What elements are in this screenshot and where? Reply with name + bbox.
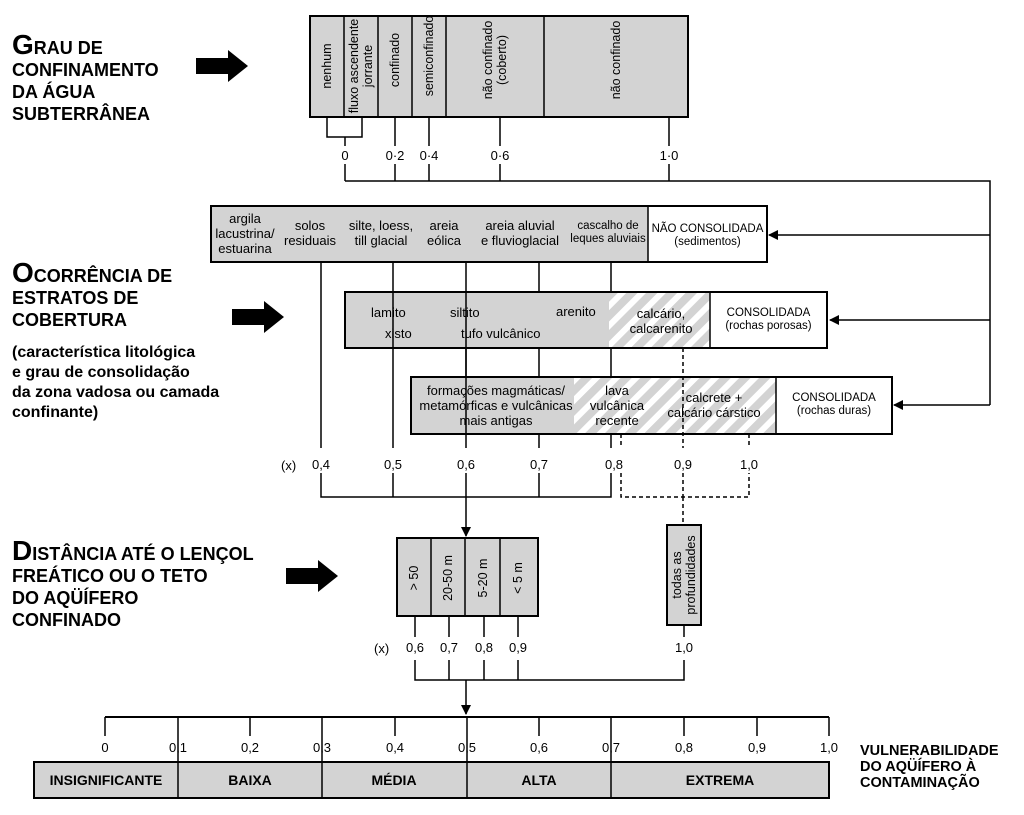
depth-cell: < 5 m [511, 562, 525, 594]
row1-areia-line: eólica [427, 233, 461, 248]
row1-areia [422, 218, 466, 248]
cell-nenhum: nenhum [320, 43, 334, 89]
all-depths-cell [670, 535, 698, 614]
section2-subtitle [12, 343, 219, 423]
s2-tick: 0,8 [604, 457, 624, 472]
row1-cascalho [568, 220, 648, 246]
row1-argila-line: argila [229, 211, 261, 226]
row1-areia-line: areia [429, 218, 459, 233]
s1-tick: 0·4 [419, 148, 439, 163]
scale-tick: 0,2 [240, 740, 260, 755]
scale-tick: 0,5 [457, 740, 477, 755]
row3-lava-line: lava [605, 383, 629, 398]
row2-arenito: arenito [556, 304, 596, 319]
s3-x-marker: (x) [374, 641, 390, 656]
row1-silte [343, 218, 419, 248]
row2-calcario-line: calcarenito [629, 321, 693, 336]
s2-tick: 0,4 [311, 457, 331, 472]
scale-tick: 0 [101, 740, 109, 755]
row3-formacoes-line: mais antigas [459, 413, 533, 428]
s3-tick: 0,7 [439, 640, 459, 655]
row1-argila [214, 211, 276, 256]
section1-title-line: SUBTERRÂNEA [12, 104, 151, 124]
section3-title-initial: D [12, 535, 33, 566]
row3-lava [584, 383, 650, 428]
s2-tick: 1,0 [739, 457, 759, 472]
cell-fluxo-line2: jorrante [361, 44, 375, 88]
s2-x-marker: (x) [281, 458, 297, 473]
row3-label [776, 392, 892, 418]
section2-title [12, 257, 173, 331]
row1-label-line: (sedimentos) [674, 236, 741, 248]
row3-formacoes-line: metamórficas e vulcânicas [419, 398, 573, 413]
section3-title-line: DO AQÜÍFERO [12, 588, 139, 608]
section2-subtitle-line: confinante) [12, 404, 99, 421]
s3-tick: 1,0 [674, 640, 694, 655]
depth-cell: > 50 [407, 565, 421, 591]
s3-tick: 0,6 [405, 640, 425, 655]
s2-tick: 0,7 [529, 457, 549, 472]
row2-tufo: tufo vulcânico [461, 326, 541, 341]
row1-cascalho-line: leques aluviais [570, 233, 646, 245]
row2-siltito: siltito [450, 305, 480, 320]
cell-nao-confinado: não confinado [609, 20, 623, 100]
section2-subtitle-line: da zona vadosa ou camada [12, 384, 220, 401]
s1-tick: 1·0 [659, 148, 679, 163]
s1-tick: 0 [341, 148, 349, 163]
row1-areia-aluvial [473, 218, 567, 248]
row1-silte-line: till glacial [354, 233, 408, 248]
scale-tick: 0,9 [747, 740, 767, 755]
s3-tick: 0,9 [508, 640, 528, 655]
cell-fluxo-line1: fluxo ascendente [347, 18, 361, 114]
vulnerability-title [860, 743, 999, 791]
cell-fluxo [347, 19, 375, 114]
section1-title-line: DA ÁGUA [12, 82, 96, 102]
row3-lava-line: vulcânica [589, 398, 645, 413]
depth-cell: 20-50 m [441, 555, 455, 601]
section2-subtitle-line: (característica litológica [12, 344, 196, 361]
row1-solos [278, 218, 342, 248]
row1-cascalho-line: cascalho de [577, 220, 639, 232]
row3-label-line: CONSOLIDADA [792, 392, 876, 404]
section3-title-rest: ISTÂNCIA ATÉ O LENÇOL [32, 544, 254, 564]
section3-title [12, 535, 254, 631]
row3-calcrete [656, 390, 772, 420]
row1-label [648, 223, 767, 249]
section2-arrow-icon [232, 301, 284, 333]
section3-title-line: FREÁTICO OU O TETO [12, 566, 208, 586]
row1-solos-line: residuais [283, 233, 337, 248]
row3-formacoes [412, 383, 580, 428]
category-extrema: EXTREMA [685, 772, 755, 788]
section2-title-line: COBERTURA [12, 310, 127, 330]
section3-title-line: CONFINADO [12, 610, 121, 630]
section2-title-rest: CORRÊNCIA DE [33, 266, 173, 286]
category-baixa: BAIXA [228, 772, 272, 788]
section1-title-line: CONFINAMENTO [12, 60, 159, 80]
cell-confinado: confinado [388, 32, 402, 88]
category-media: MÉDIA [371, 772, 417, 788]
section2-title-line: ESTRATOS DE [12, 288, 139, 308]
depth-cell: 5-20 m [476, 558, 490, 598]
vulnerability-title-line: DO AQÜÍFERO À [860, 759, 977, 775]
row2-label [710, 307, 827, 333]
vulnerability-title-line: CONTAMINAÇÃO [860, 775, 980, 791]
cell-nao-confinado-coberto-line1: não confinado [481, 20, 495, 100]
scale-tick: 0,8 [674, 740, 694, 755]
row3-calcrete-line: calcário cárstico [667, 405, 761, 420]
section1-title-rest: RAU DE [33, 38, 103, 58]
scale-tick: 1,0 [819, 740, 839, 755]
scale-tick: 0,3 [312, 740, 332, 755]
row3-label-line: (rochas duras) [796, 405, 872, 417]
scale-tick: 0,6 [529, 740, 549, 755]
all-depths-line: todas as [670, 551, 684, 599]
category-insignificante: INSIGNIFICANTE [49, 772, 163, 788]
scale-tick: 0,4 [385, 740, 405, 755]
s3-tick: 0,8 [474, 640, 494, 655]
section2-title-initial: O [12, 257, 34, 288]
section2-subtitle-line: e grau de consolidação [12, 364, 190, 381]
row2-lamito: lamito [371, 305, 406, 320]
row2-label-line: CONSOLIDADA [726, 307, 811, 319]
cell-nao-confinado-coberto [481, 21, 509, 100]
row1-silte-line: silte, loess, [348, 218, 414, 233]
section1-arrow-icon [196, 50, 248, 82]
cell-semiconfinado: semiconfinado [422, 15, 436, 97]
section3-arrow-icon [286, 560, 338, 592]
row3-lava-line: recente [595, 413, 639, 428]
cell-nao-confinado-coberto-line2: (coberto) [495, 34, 509, 86]
row2-calcario-line: calcário, [636, 306, 686, 321]
row1-areia-aluvial-line: e fluvioglacial [480, 233, 560, 248]
row1-areia-aluvial-line: areia aluvial [485, 218, 555, 233]
row1-label-line: NÃO CONSOLIDADA [651, 223, 764, 235]
vulnerability-title-line: VULNERABILIDADE [860, 743, 999, 759]
s1-tick: 0·6 [490, 148, 510, 163]
row2-calcario [616, 306, 706, 336]
row3-calcrete-line: calcrete + [685, 390, 743, 405]
row2-xisto: xisto [385, 326, 412, 341]
s2-tick: 0,6 [456, 457, 476, 472]
s2-tick: 0,5 [383, 457, 403, 472]
scale-tick: 0,1 [168, 740, 188, 755]
row3-formacoes-line: formações magmáticas/ [427, 383, 565, 398]
row1-argila-line: estuarina [218, 241, 272, 256]
s2-tick: 0,9 [673, 457, 693, 472]
scale-tick: 0,7 [601, 740, 621, 755]
row2-label-line: (rochas porosas) [725, 320, 812, 332]
row1-solos-line: solos [294, 218, 326, 233]
category-alta: ALTA [521, 772, 557, 788]
all-depths-line: profundidades [684, 535, 698, 615]
s1-tick: 0·2 [385, 148, 405, 163]
section1-title-initial: G [12, 29, 34, 60]
section1-title [12, 29, 159, 125]
row1-argila-line: lacustrina/ [215, 226, 275, 241]
